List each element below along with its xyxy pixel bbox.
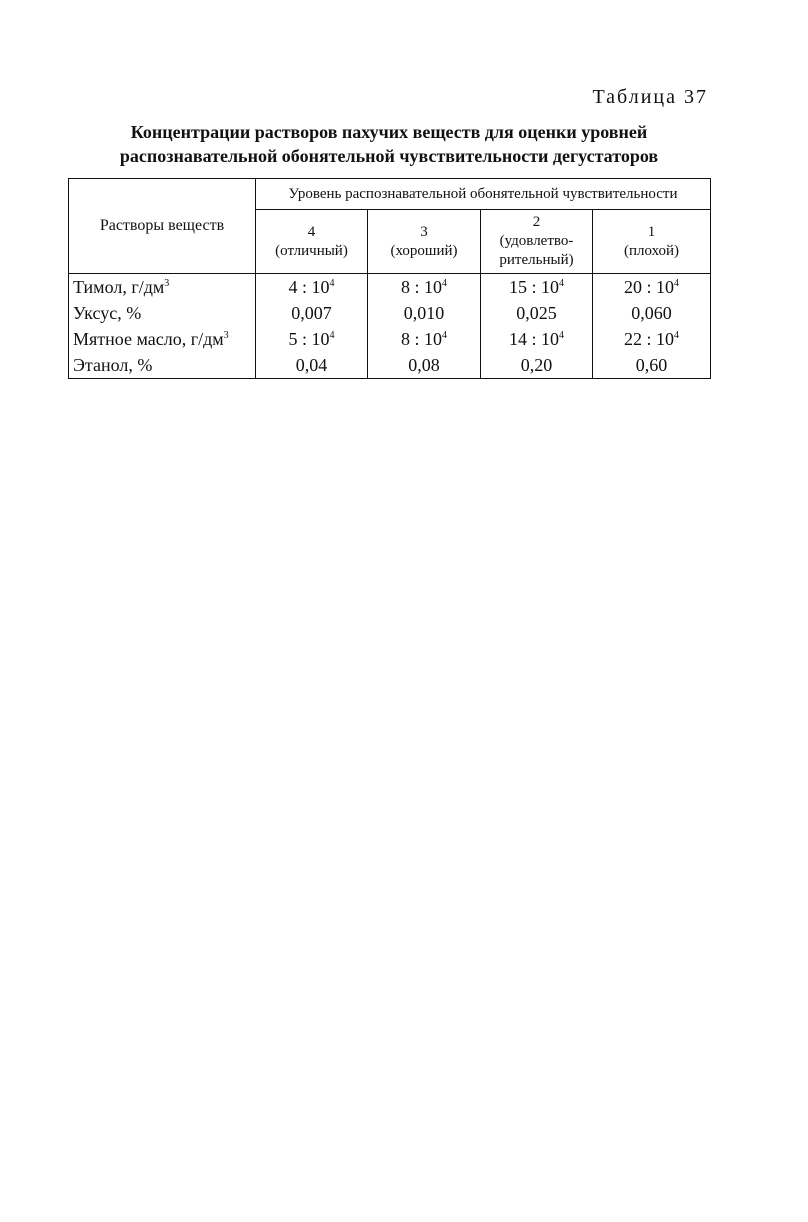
concentration-table xyxy=(68,178,711,379)
level-number: 1 xyxy=(647,223,656,240)
level-header-1 xyxy=(593,210,711,274)
substance-name: Мятное масло, г/дм xyxy=(73,328,224,349)
table-row xyxy=(69,352,711,379)
concentration-value: 0,20 xyxy=(520,354,553,375)
substance-name: Этанол, % xyxy=(73,354,153,375)
concentration-value: 0,60 xyxy=(635,354,668,375)
concentration-cell xyxy=(256,326,368,352)
concentration-value: 0,025 xyxy=(516,302,557,323)
concentration-cell xyxy=(256,274,368,301)
caption-line-2: распознавательной обонятельной чувствительности дегустаторов xyxy=(119,146,659,166)
concentration-value: 0,060 xyxy=(631,302,672,323)
concentration-value: 22 : 10 xyxy=(624,328,675,349)
level-header-3 xyxy=(368,210,481,274)
concentration-cell xyxy=(368,326,481,352)
level-number: 2 xyxy=(532,214,541,230)
level-number: 3 xyxy=(420,223,428,240)
concentration-value: 0,08 xyxy=(408,354,440,375)
caption-line-1: Концентрации растворов пахучих веществ для оценки уровней xyxy=(130,122,648,142)
unit-exponent: 3 xyxy=(164,277,170,289)
concentration-cell xyxy=(256,352,368,379)
level-number: 4 xyxy=(307,223,316,240)
concentration-exponent: 4 xyxy=(559,329,564,341)
table-row xyxy=(69,300,711,326)
substance-name-cell xyxy=(69,326,256,352)
concentration-cell xyxy=(256,300,368,326)
concentration-value: 8 : 10 xyxy=(400,328,442,349)
unit-exponent: 3 xyxy=(223,329,229,341)
substance-name-cell xyxy=(69,274,256,301)
concentration-exponent: 4 xyxy=(674,277,680,289)
concentration-exponent: 4 xyxy=(442,329,447,341)
group-header-sensitivity-level: Уровень распознавательной обонятельной чувствительности xyxy=(256,179,711,210)
concentration-exponent: 4 xyxy=(329,329,335,341)
table-row xyxy=(69,274,711,301)
concentration-cell xyxy=(593,274,711,301)
substance-name: Уксус, % xyxy=(73,302,142,323)
concentration-cell xyxy=(593,352,711,379)
level-header-2 xyxy=(481,210,593,274)
concentration-value: 0,010 xyxy=(403,302,445,323)
concentration-cell xyxy=(481,274,593,301)
concentration-exponent: 4 xyxy=(442,277,447,289)
level-label: (хороший) xyxy=(390,242,458,259)
concentration-value: 0,04 xyxy=(295,354,328,375)
table-body xyxy=(69,274,711,379)
concentration-cell xyxy=(368,352,481,379)
substance-name-cell xyxy=(69,352,256,379)
concentration-value: 0,007 xyxy=(291,302,332,323)
table-row xyxy=(69,326,711,352)
header-row-1 xyxy=(69,179,711,210)
row-header-solutions: Растворы веществ xyxy=(69,179,256,274)
concentration-value: 4 : 10 xyxy=(288,276,330,297)
concentration-value: 15 : 10 xyxy=(508,276,559,297)
concentration-value: 20 : 10 xyxy=(624,276,675,297)
level-label-cont: рительный) xyxy=(499,252,574,268)
concentration-cell xyxy=(593,326,711,352)
substance-name-cell xyxy=(69,300,256,326)
concentration-cell xyxy=(481,352,593,379)
level-label: (отличный) xyxy=(275,242,348,259)
concentration-value: 8 : 10 xyxy=(400,276,442,297)
concentration-cell xyxy=(481,326,593,352)
concentration-cell xyxy=(368,300,481,326)
concentration-value: 14 : 10 xyxy=(508,328,559,349)
concentration-exponent: 4 xyxy=(329,277,335,289)
concentration-exponent: 4 xyxy=(674,329,680,341)
level-label: (удовлетво- xyxy=(499,233,574,249)
level-header-4 xyxy=(256,210,368,274)
substance-name: Тимол, г/дм xyxy=(73,276,165,297)
concentration-exponent: 4 xyxy=(559,277,564,289)
level-label: (плохой) xyxy=(623,242,680,259)
concentration-value: 5 : 10 xyxy=(288,328,330,349)
concentration-cell xyxy=(368,274,481,301)
concentration-cell xyxy=(481,300,593,326)
table-number-label: Таблица 37 xyxy=(592,86,708,108)
table-caption xyxy=(68,120,710,168)
concentration-cell xyxy=(593,300,711,326)
